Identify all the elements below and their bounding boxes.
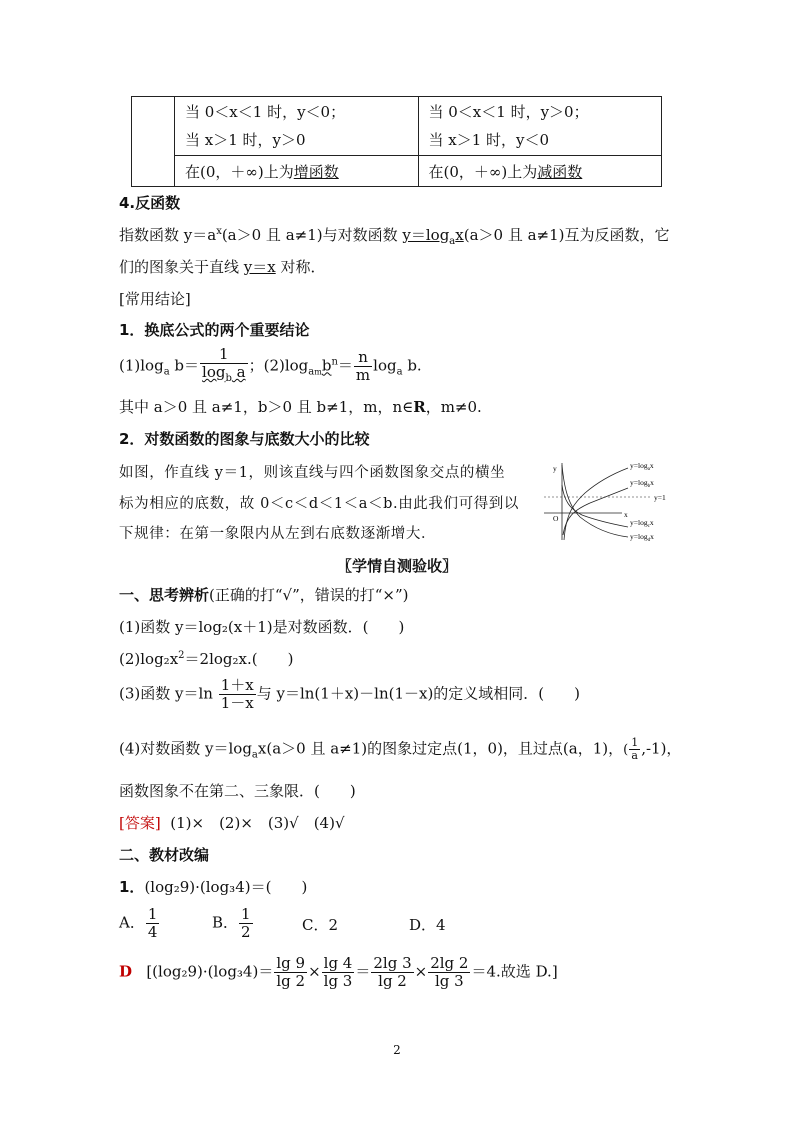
text: × bbox=[308, 962, 321, 981]
text: a bbox=[231, 363, 246, 381]
text: 其中 a＞0 且 a≠1，b＞0 且 b≠1，m，n∈ bbox=[119, 398, 414, 416]
fraction bbox=[322, 955, 355, 990]
heading-inverse-function: 4.反函数 bbox=[119, 194, 181, 212]
underlined-text bbox=[402, 226, 464, 247]
text: 与 y＝ln(1＋x)－ln(1－x)的定义域相同．( ) bbox=[256, 684, 581, 703]
solution-line bbox=[119, 955, 558, 990]
text: (3)函数 y＝ln bbox=[119, 684, 218, 703]
text: ＝2log₂x.( ) bbox=[184, 650, 294, 668]
numerator: 1 bbox=[241, 905, 251, 923]
paragraph-inverse-1 bbox=[119, 224, 670, 247]
text: n bbox=[331, 356, 338, 368]
properties-table bbox=[131, 96, 662, 187]
text: 们的图象关于直线 bbox=[119, 258, 244, 276]
solution-label: D bbox=[119, 962, 133, 981]
text: 2 bbox=[178, 650, 185, 661]
text: (4)对数函数 y＝log bbox=[119, 739, 252, 758]
text: ＝ bbox=[337, 356, 353, 375]
x-axis-label: x bbox=[624, 510, 628, 519]
answer-line bbox=[119, 812, 345, 833]
numerator: 1＋x bbox=[220, 676, 254, 694]
text: x(a＞0 且 a≠1)的图象过定点(1，0)，且过点(a，1)， bbox=[257, 739, 624, 758]
option-c: C．2 bbox=[302, 916, 339, 934]
text: log bbox=[202, 363, 226, 381]
text: ＝ bbox=[355, 962, 371, 981]
text: (a＞0 且 a≠1)与对数函数 bbox=[221, 226, 403, 244]
text: c bbox=[647, 524, 650, 529]
option-b bbox=[212, 906, 254, 941]
table-text: 在(0，＋∞)上为 bbox=[428, 162, 538, 181]
table-text-underlined: 减函数 bbox=[537, 162, 583, 181]
text: (log₂9)·(log₃4)＝( ) bbox=[144, 878, 308, 896]
label-log-c bbox=[630, 518, 654, 529]
fraction bbox=[274, 955, 307, 990]
denominator: 1－x bbox=[220, 694, 254, 712]
text: R bbox=[413, 398, 426, 416]
denominator: lg 2 bbox=[378, 972, 407, 990]
label-log-d bbox=[630, 532, 654, 543]
section-title: 〖学情自测验收〗 bbox=[336, 557, 457, 575]
text: x bbox=[649, 461, 654, 470]
question-3 bbox=[119, 677, 580, 712]
option-a bbox=[119, 906, 160, 941]
text: ，m≠0. bbox=[425, 398, 482, 416]
answer-label: [答案] bbox=[119, 814, 161, 832]
fraction bbox=[146, 906, 160, 941]
text: x bbox=[455, 226, 464, 244]
question-4-continued: 函数图象不在第二、三象限．( ) bbox=[119, 782, 356, 800]
part1-heading bbox=[119, 584, 409, 605]
page-number: 2 bbox=[393, 1043, 401, 1057]
label-y-equals-1: y=1 bbox=[654, 493, 666, 502]
text: a bbox=[251, 749, 258, 761]
table-text: 当 0＜x＜1 时，y＞0； bbox=[428, 103, 589, 121]
part2-heading: 二、教材改编 bbox=[119, 846, 210, 864]
y-axis-label: y bbox=[553, 464, 557, 473]
answer-text: (1)× (2)× (3)√ (4)√ bbox=[170, 814, 345, 832]
text: × bbox=[414, 962, 428, 981]
numerator: lg 9 bbox=[276, 954, 306, 972]
numerator: 1 bbox=[147, 905, 158, 923]
curve-log-b bbox=[563, 488, 628, 535]
text: b＝ bbox=[169, 356, 200, 375]
table-cell-log-increasing bbox=[175, 97, 419, 156]
numerator: n bbox=[354, 349, 372, 367]
table-text-underlined: 增函数 bbox=[293, 162, 339, 181]
table-cell-log-decreasing bbox=[418, 97, 662, 156]
text: (2)log₂x bbox=[119, 650, 179, 668]
text: B． bbox=[212, 913, 239, 932]
graph-explanation-1: 如图，作直线 y＝1，则该直线与四个函数图象交点的横坐 bbox=[119, 465, 506, 481]
question-2 bbox=[119, 648, 293, 669]
question-1: (1)函数 y＝log₂(x＋1)是对数函数．( ) bbox=[119, 618, 405, 636]
curve-log-a bbox=[564, 468, 628, 540]
text: y=log bbox=[630, 478, 648, 487]
fraction bbox=[371, 955, 413, 990]
formula-conditions bbox=[119, 396, 482, 417]
exercise-1 bbox=[119, 876, 307, 897]
text: 对称． bbox=[275, 258, 326, 276]
text: y=log bbox=[630, 461, 648, 470]
graph-explanation-2: 标为相应的底数，故 0＜c＜d＜1＜a＜b.由此我们可得到以 bbox=[119, 496, 519, 512]
text: 一、思考辨析 bbox=[119, 586, 210, 604]
text: (1)log bbox=[119, 356, 164, 375]
common-conclusions-label: [常用结论] bbox=[119, 290, 191, 308]
text: x bbox=[216, 226, 222, 237]
text: y=log bbox=[630, 532, 648, 541]
graph-explanation-3: 下规律：在第一象限内从左到右底数逐渐增大． bbox=[119, 526, 437, 542]
text: b. bbox=[402, 356, 422, 375]
wavy-text: b bbox=[321, 356, 332, 375]
text: x bbox=[650, 532, 654, 541]
fraction bbox=[354, 349, 372, 384]
text: y=log bbox=[630, 518, 648, 527]
numerator: 2lg 3 bbox=[373, 954, 412, 972]
label-log-b bbox=[630, 478, 654, 489]
text: [(log₂9)·(log₃4)＝ bbox=[146, 962, 274, 981]
fraction bbox=[428, 955, 470, 990]
denominator: 2 bbox=[241, 923, 251, 941]
text: b bbox=[225, 373, 232, 384]
conclusion-heading-1: 1．换底公式的两个重要结论 bbox=[119, 321, 310, 339]
fraction bbox=[200, 346, 248, 387]
table-text: 当 x＞1 时，y＞0 bbox=[185, 131, 306, 149]
text: y＝log bbox=[402, 226, 450, 244]
denominator: 4 bbox=[147, 923, 158, 941]
denominator: m bbox=[355, 366, 371, 384]
table-empty-cell bbox=[132, 97, 175, 187]
text: (a＞0 且 a≠1)互为反函数，它 bbox=[463, 226, 670, 244]
fraction bbox=[629, 737, 640, 762]
underlined-text: y＝x bbox=[243, 258, 276, 276]
denominator bbox=[200, 364, 248, 387]
table-text: 在(0，＋∞)上为 bbox=[185, 162, 294, 181]
numerator: lg 4 bbox=[323, 954, 353, 972]
text: 1． bbox=[119, 878, 145, 896]
wavy-text bbox=[202, 363, 246, 384]
origin-label: O bbox=[553, 514, 559, 523]
change-of-base-formula bbox=[119, 346, 422, 387]
log-graph-figure bbox=[540, 455, 680, 545]
numerator: 2lg 2 bbox=[430, 954, 469, 972]
paragraph-inverse-2 bbox=[119, 256, 326, 277]
text: (正确的打“√”，错误的打“×”) bbox=[209, 586, 409, 604]
text: x bbox=[649, 518, 654, 527]
text: m bbox=[314, 367, 322, 377]
denominator: a bbox=[631, 749, 638, 762]
label-log-a bbox=[630, 461, 654, 472]
text: a bbox=[308, 366, 315, 378]
text: a bbox=[449, 236, 456, 247]
table-text: 当 0＜x＜1 时，y＜0； bbox=[185, 103, 346, 121]
table-cell-increasing-fn bbox=[175, 156, 419, 187]
text: a bbox=[647, 467, 650, 472]
text: x bbox=[650, 478, 654, 487]
numerator: 1 bbox=[631, 736, 639, 749]
table-text: 当 x＞1 时，y＜0 bbox=[428, 131, 550, 149]
table-cell-decreasing-fn bbox=[418, 156, 662, 187]
text: b bbox=[647, 484, 651, 489]
text: A． bbox=[119, 913, 145, 932]
denominator: lg 2 bbox=[276, 972, 306, 990]
text: d bbox=[647, 538, 651, 543]
text: ,-1)， bbox=[641, 739, 682, 758]
text: log bbox=[373, 356, 397, 375]
conclusion-heading-2: 2．对数函数的图象与底数大小的比较 bbox=[119, 430, 370, 448]
text: a bbox=[163, 366, 170, 378]
text: 指数函数 y＝a bbox=[119, 226, 217, 244]
question-4: (4)对数函数 $y=\log_ax(a>0$ 且 a≠1)的图象过定点(1，0)，且过点(a，1)，( $\frac{1}{a}$ ,-1)， bbox=[119, 736, 682, 762]
text: ；(2)log bbox=[248, 356, 309, 375]
numerator: 1 bbox=[200, 346, 248, 364]
text: ＝4.故选 D.] bbox=[471, 962, 558, 981]
denominator: lg 3 bbox=[434, 972, 464, 990]
fraction bbox=[219, 677, 256, 712]
fraction bbox=[239, 906, 253, 941]
option-d: D．4 bbox=[409, 916, 446, 934]
text: a bbox=[396, 366, 403, 378]
denominator: lg 3 bbox=[323, 972, 353, 990]
